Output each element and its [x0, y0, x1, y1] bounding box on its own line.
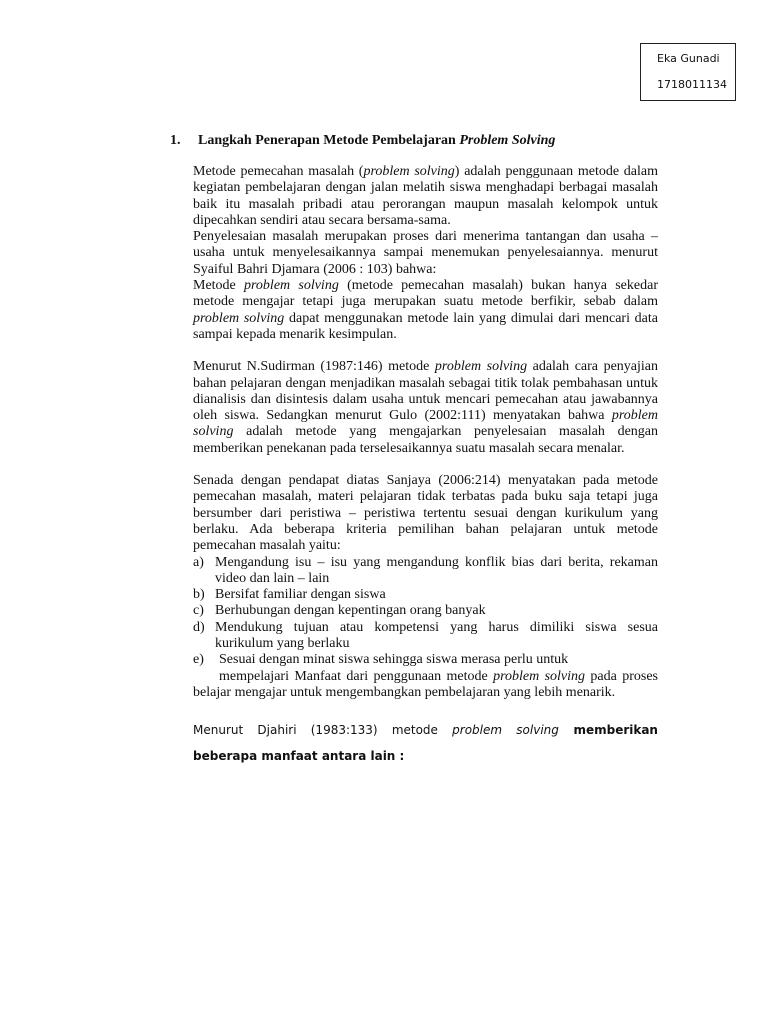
paragraph-1c [193, 278, 658, 343]
list-text: Bersifat familiar dengan siswa [215, 587, 386, 603]
italic-term: problem solving [193, 310, 285, 326]
list-item [193, 587, 658, 603]
author-id: 1718011134 [657, 78, 727, 91]
list-text: Mendukung tujuan atau kompetensi yang harus dimiliki siswa sesua kurikulum yang berlaku [215, 619, 658, 652]
paragraph-2 [193, 359, 658, 457]
text-run: mempelajari Manfaat dari penggunaan metode [219, 668, 494, 684]
text-run: adalah cara penyajian bahan pelajaran dengan menjadikan masalah sebagai titik tolak pembahasan untuk dianalisis dan disintesis dalam usaha untuk mencari pemecahan atau jawabannya oleh siswa. Sedangkan menurut Gulo (2002:111) menyatakan bahwa [193, 359, 658, 424]
paragraph-3 [193, 473, 658, 554]
paragraph-1b [193, 229, 658, 278]
list-marker: c) [193, 603, 204, 619]
heading-italic: Problem Solving [459, 133, 556, 148]
list-item [193, 652, 658, 668]
list-marker: a) [193, 554, 204, 570]
text-run: memberikan beberapa manfaat antara lain : [193, 723, 658, 764]
text-run: Menurut N.Sudirman (1987:146) metode [193, 359, 435, 375]
italic-term: problem solving [193, 408, 658, 440]
italic-term: problem solving [363, 164, 455, 179]
list-marker: d) [193, 619, 205, 635]
text-run: Senada dengan pendapat diatas Sanjaya (2006:214) menyatakan pada metode pemecahan masalah, materi pelajaran tidak terbatas pada buku saja tetapi juga bersumber dari peristiwa – peristiwa tertentu sesuai dengan kurikulum yang berlaku. Ada beberapa kriteria pemilihan bahan pelajaran untuk metode pemecahan masalah yaitu: [193, 473, 658, 554]
paragraph-1 [193, 164, 658, 229]
text-run: Metode pemecahan masalah ( [193, 164, 364, 179]
italic-term: problem solving [244, 278, 339, 294]
list-marker: b) [193, 587, 205, 603]
section-heading [170, 133, 555, 149]
text-run: ) adalah penggunaan metode dalam kegiatan pembelajaran dengan jalan melatih siswa menghadapi berbagai masalah baik itu masalah pribadi atau perorangan maupun masalah kelompok untuk dipecahkan sendiri atau secara bersama-sama. [193, 164, 658, 228]
text-run: adalah metode yang mengajarkan penyelesaian masalah dengan memberikan penekanan pada terselesaikannya suatu masalah secara menalar. [193, 424, 658, 456]
heading-number: 1. [170, 133, 181, 148]
italic-term: problem solving [434, 359, 528, 375]
text-run: Penyelesaian masalah merupakan proses dari menerima tantangan dan usaha – usaha untuk menyelesaikannya sampai menemukan penyelesaiannya. menurut Syaiful Bahri Djamara (2006 : 103) bahwa: [193, 229, 658, 277]
text-run: Menurut Djahiri (1983:133) metode [193, 723, 453, 738]
list-item [193, 620, 658, 653]
italic-term: problem solving [452, 723, 559, 738]
list-text: Mengandung isu – isu yang mengandung konflik bias dari berita, rekaman video dan lain – lain [215, 554, 658, 586]
list-item [193, 555, 658, 588]
list-item [193, 603, 658, 619]
list-text: Sesuai dengan minat siswa sehingga siswa merasa perlu untuk [219, 652, 569, 668]
list-text: Berhubungan dengan kepentingan orang banyak [215, 603, 486, 619]
text-run: dapat menggunakan metode lain yang dimulai dari mencari data sampai kepada menarik kesimpulan. [193, 310, 658, 342]
author-name: Eka Gunadi [657, 52, 720, 65]
document-body [193, 164, 658, 785]
author-box [640, 43, 736, 101]
paragraph-3-continued [193, 669, 658, 702]
text-run: Metode [193, 278, 244, 294]
heading-text: Langkah Penerapan Metode Pembelajaran [198, 133, 456, 148]
italic-term: problem solving [493, 668, 586, 684]
text-run: (metode pemecahan masalah) bukan hanya sekedar metode mengajar tetapi juga merupakan suatu metode berfikir, sebab dalam [193, 278, 658, 310]
text-run: pada proses belajar mengajar untuk mengembangkan pembelajaran yang lebih menarik. [193, 668, 658, 700]
paragraph-4 [193, 717, 658, 769]
list-marker: e) [193, 652, 204, 668]
